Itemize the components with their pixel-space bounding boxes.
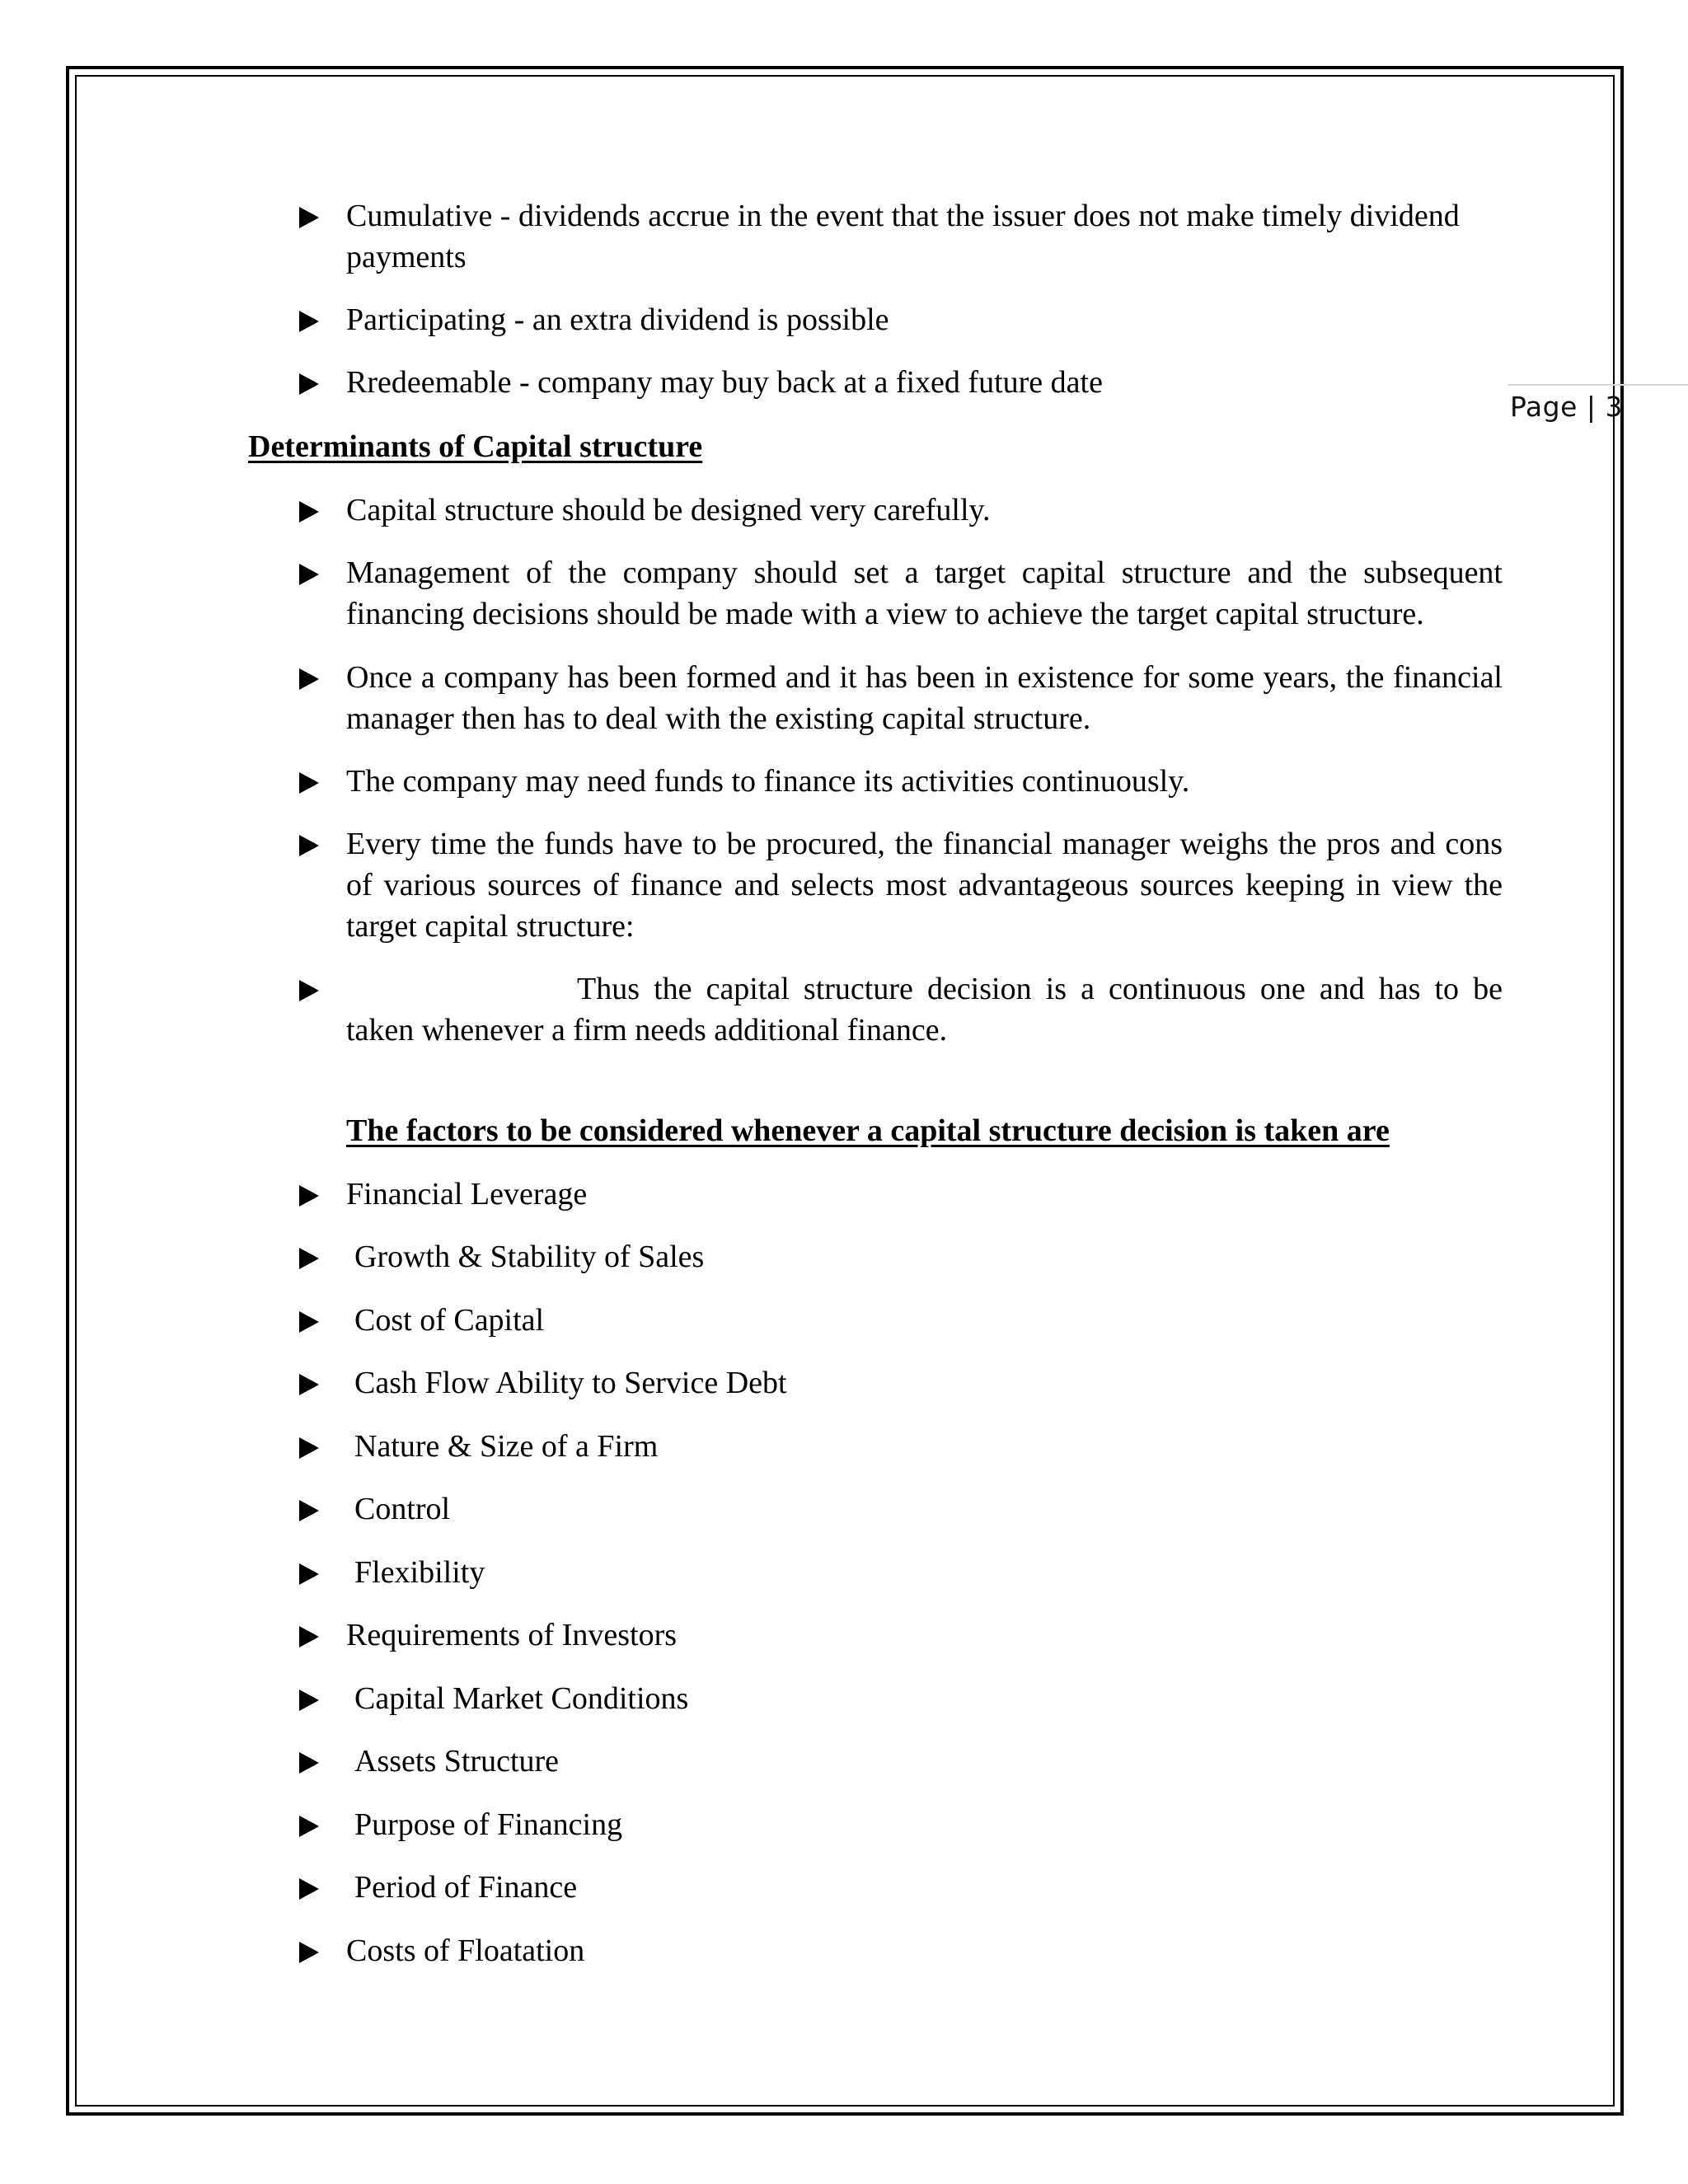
list-item-text: Cash Flow Ability to Service Debt <box>354 1366 787 1400</box>
list-item-text: Capital structure should be designed very carefully. <box>346 493 991 527</box>
list-item-text: Purpose of Financing <box>354 1807 623 1842</box>
list-item <box>299 1678 1503 1719</box>
arrow-bullet-icon <box>299 1248 319 1269</box>
arrow-bullet-icon <box>299 1690 319 1711</box>
list-item-text: Financial Leverage <box>346 1177 588 1212</box>
arrow-bullet-icon <box>299 1374 319 1395</box>
list-item-text: Control <box>354 1492 451 1526</box>
section-heading-factors: The factors to be considered whenever a capital structure decision is taken are <box>346 1113 1390 1148</box>
list-item <box>299 1804 1503 1845</box>
list-item <box>299 362 1503 403</box>
list-item-text: Nature & Size of a Firm <box>354 1429 659 1464</box>
arrow-bullet-icon <box>299 1752 319 1774</box>
arrow-bullet-icon <box>299 1816 319 1837</box>
arrow-bullet-icon <box>299 1500 319 1521</box>
list-item <box>299 195 1503 278</box>
section-heading-determinants: Determinants of Capital structure <box>248 429 703 464</box>
page-number: Page | 3 <box>1510 391 1623 423</box>
list-item <box>299 1867 1503 1908</box>
list-item <box>299 761 1503 802</box>
arrow-bullet-icon <box>299 668 319 690</box>
list-item-text <box>346 968 1503 1051</box>
list-item <box>299 299 1503 340</box>
list-item-text: Cumulative - dividends accrue in the event that the issuer does not make timely dividend payments <box>346 199 1460 274</box>
list-item-text: Costs of Floatation <box>346 1933 585 1968</box>
list-item <box>299 1426 1503 1467</box>
list-item-text: Requirements of Investors <box>346 1618 678 1652</box>
header-rule <box>1508 384 1688 386</box>
arrow-bullet-icon <box>299 311 319 332</box>
list-item <box>299 1362 1503 1404</box>
list-item <box>299 1930 1503 1971</box>
arrow-bullet-icon <box>299 501 319 523</box>
arrow-bullet-icon <box>299 980 319 1001</box>
arrow-bullet-icon <box>299 1563 319 1585</box>
list-item-text: Assets Structure <box>354 1744 560 1779</box>
arrow-bullet-icon <box>299 835 319 856</box>
list-item <box>299 657 1503 739</box>
list-item <box>299 552 1503 635</box>
list-item <box>299 1236 1503 1277</box>
list-item <box>299 1488 1503 1530</box>
list-item-text: The company may need funds to finance its activities continuously. <box>346 764 1190 799</box>
arrow-bullet-icon <box>299 1185 319 1207</box>
list-item-text: Period of Finance <box>354 1870 578 1905</box>
list-item-text: Once a company has been formed and it has been in existence for some years, the financial manager then has to deal with the existing capital structure. <box>346 660 1503 736</box>
arrow-bullet-icon <box>299 1942 319 1963</box>
arrow-bullet-icon <box>299 772 319 794</box>
list-item-text: Rredeemable - company may buy back at a fixed future date <box>346 365 1103 400</box>
arrow-bullet-icon <box>299 1437 319 1459</box>
list-item-text: Growth & Stability of Sales <box>354 1240 705 1274</box>
arrow-bullet-icon <box>299 564 319 585</box>
list-item-text: Participating - an extra dividend is possible <box>346 302 889 337</box>
arrow-bullet-icon <box>299 373 319 395</box>
list-item <box>299 1615 1503 1656</box>
list-item <box>299 823 1503 947</box>
list-item <box>299 1552 1503 1593</box>
list-item-text: Management of the company should set a target capital structure and the subsequent financing decisions should be made with a view to achieve the target capital structure. <box>346 555 1503 631</box>
list-item-text: Cost of Capital <box>354 1303 545 1338</box>
list-item-text: Every time the funds have to be procured, the financial manager weighs the pros and cons of various sources of finance and selects most advantageous sources keeping in view the target capital structure: <box>346 827 1503 944</box>
list-item <box>299 1174 1503 1215</box>
arrow-bullet-icon <box>299 1626 319 1647</box>
list-item <box>299 1741 1503 1782</box>
list-item <box>299 968 1503 1051</box>
list-item <box>299 490 1503 531</box>
arrow-bullet-icon <box>299 1311 319 1333</box>
list-item-text-content: Thus the capital structure decision is a continuous one and has to be taken whenever a firm needs additional finance. <box>346 972 1503 1047</box>
arrow-bullet-icon <box>299 207 319 228</box>
list-item-text: Flexibility <box>354 1555 485 1590</box>
list-item-text: Capital Market Conditions <box>354 1681 689 1716</box>
arrow-bullet-icon <box>299 1878 319 1900</box>
list-item <box>299 1300 1503 1341</box>
